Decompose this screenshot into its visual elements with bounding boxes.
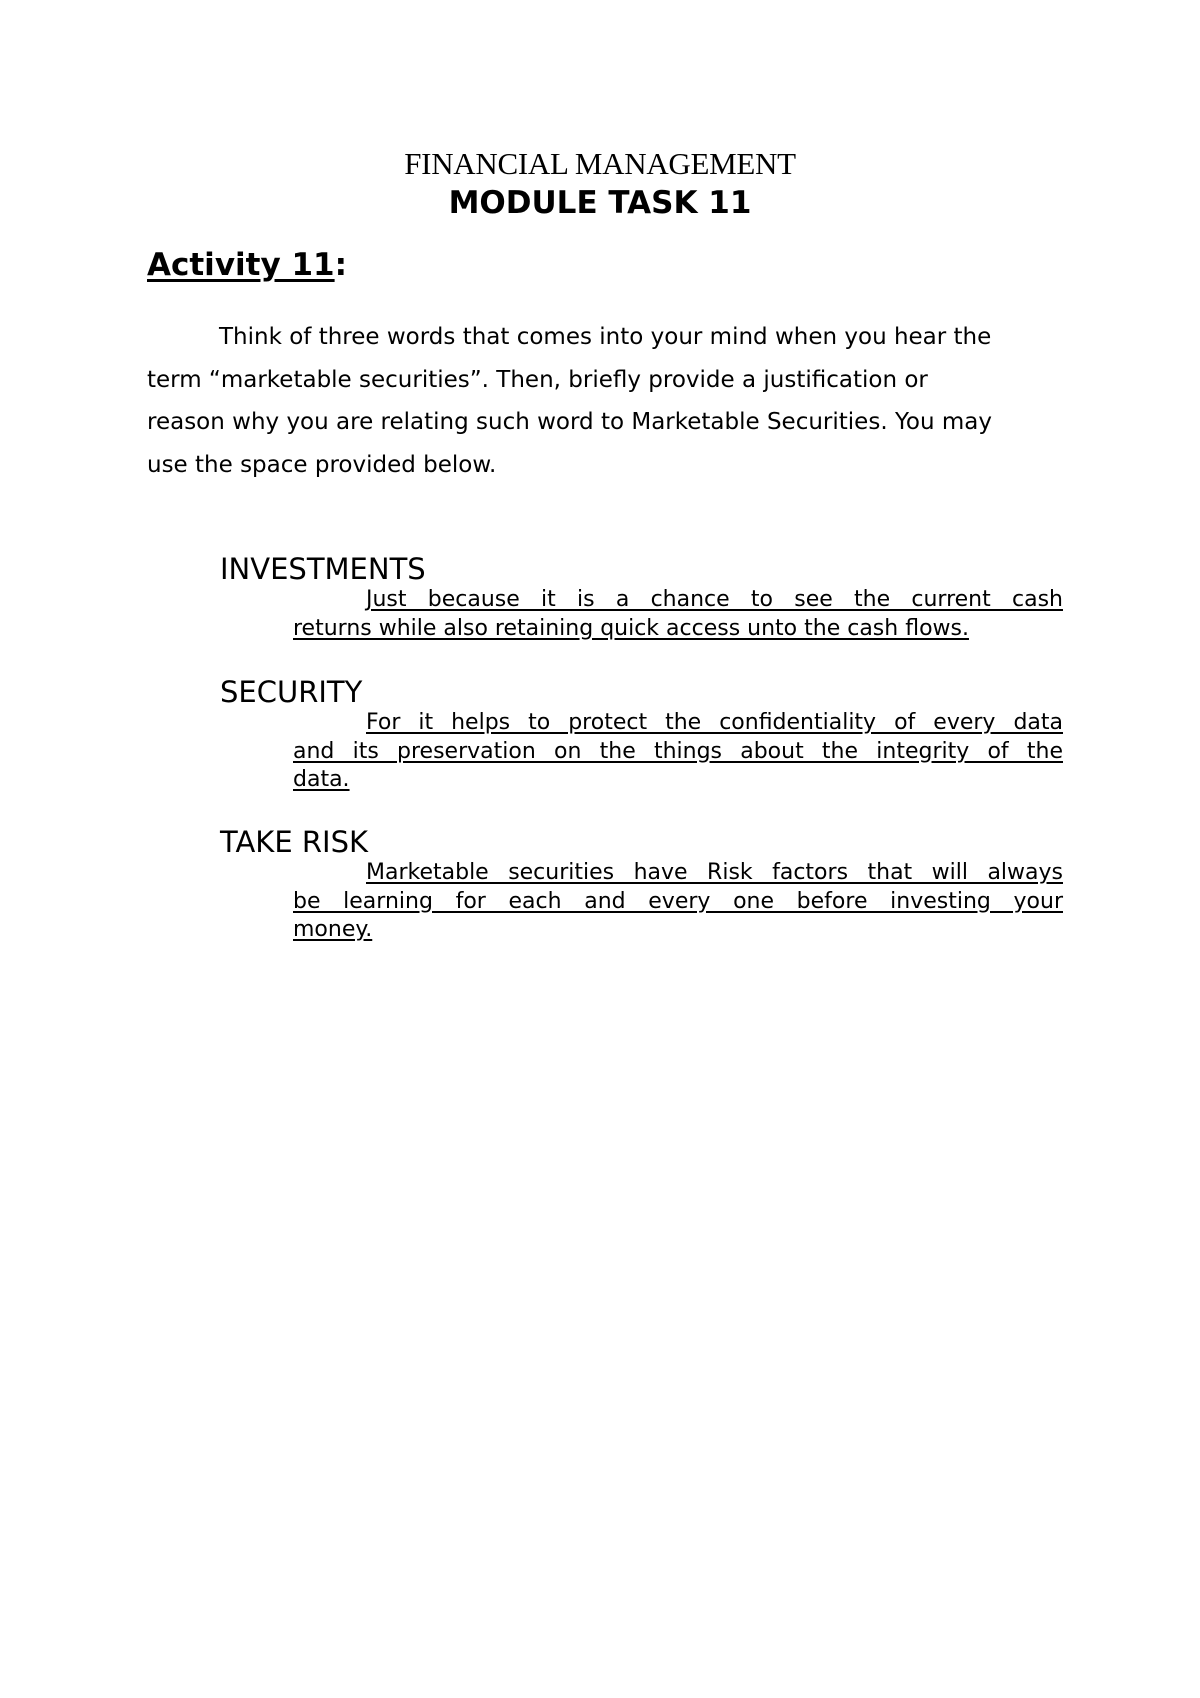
answer-reason bbox=[293, 859, 1063, 945]
reason-line: Marketable securities have Risk factors that will always bbox=[366, 860, 1063, 885]
reason-line: For it helps to protect the confidentiality of every data bbox=[366, 710, 1063, 735]
instructions-line: term “marketable securities”. Then, briefly provide a justification or bbox=[147, 366, 928, 393]
reason-line: Just because it is a chance to see the current cash bbox=[366, 587, 1063, 612]
course-title: FINANCIAL MANAGEMENT bbox=[404, 146, 796, 181]
instructions-line: reason why you are relating such word to Marketable Securities. You may bbox=[147, 409, 993, 435]
reason-line: data. bbox=[293, 767, 350, 792]
answer-reason bbox=[293, 709, 1063, 795]
answer-reason bbox=[293, 586, 1063, 643]
instructions-line: use the space provided below. bbox=[147, 451, 497, 478]
activity-heading bbox=[147, 246, 347, 284]
answer-word: TAKE RISK bbox=[220, 825, 368, 859]
answer-take-risk bbox=[220, 825, 1063, 945]
reason-line: money. bbox=[293, 917, 373, 942]
reason-line: and its preservation on the things about the integrity of the bbox=[293, 738, 1063, 764]
reason-line: be learning for each and every one before investing your bbox=[293, 888, 1063, 914]
reason-line: returns while also retaining quick access unto the cash flows. bbox=[293, 615, 969, 641]
activity-colon: : bbox=[334, 247, 348, 283]
instructions-paragraph bbox=[147, 316, 1067, 486]
answer-word: SECURITY bbox=[220, 675, 363, 709]
answer-investments bbox=[220, 552, 1063, 643]
module-title: MODULE TASK 11 bbox=[448, 185, 752, 221]
answer-security bbox=[220, 675, 1063, 795]
instructions-line: Think of three words that comes into your mind when you hear the bbox=[219, 324, 992, 350]
activity-label: Activity 11 bbox=[147, 247, 335, 283]
answer-word: INVESTMENTS bbox=[220, 552, 426, 586]
